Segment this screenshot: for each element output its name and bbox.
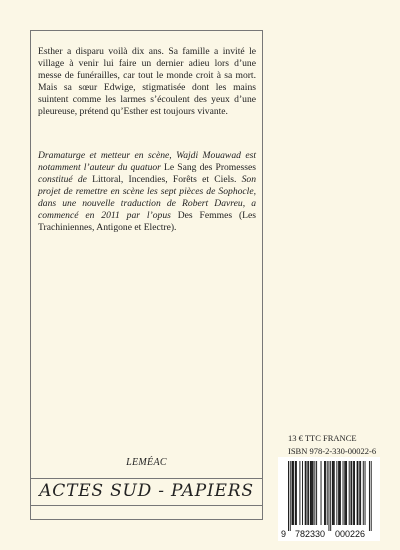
barcode-graphic — [278, 457, 380, 541]
barcode-bar — [321, 461, 322, 525]
back-cover-summary — [38, 46, 256, 118]
barcode-bar — [332, 461, 333, 525]
barcode-bar — [314, 461, 315, 525]
barcode-bar — [357, 461, 358, 525]
barcode-bar — [316, 461, 317, 525]
barcode-bar — [346, 461, 347, 525]
barcode-bar — [313, 461, 314, 525]
barcode-bar — [305, 461, 306, 525]
barcode-bar — [350, 461, 351, 525]
bio-project: Son projet de remettre en scène les sept pièces de Sophocle, dans une nouvelle traduction de Robert Davreu, a commencé en 2011 par l’opus — [38, 174, 257, 221]
barcode-bar — [307, 461, 308, 525]
barcode-bar — [358, 461, 359, 525]
barcode-right-digits: 000226 — [334, 529, 366, 539]
barcode-bar — [369, 461, 370, 531]
barcode-bar — [343, 461, 344, 525]
isbn-label: ISBN 978-2-330-00022-6 — [288, 446, 377, 456]
barcode-bar — [349, 461, 350, 525]
barcode-bar — [292, 461, 293, 525]
barcode-bar — [295, 461, 296, 525]
bio-work-title: Le Sang des Promesses — [160, 162, 256, 173]
publisher-name: LEMÉAC — [126, 457, 167, 468]
barcode-bar — [327, 461, 328, 525]
series-title: ACTES SUD - PAPIERS — [39, 481, 254, 501]
price-label: 13 € TTC FRANCE — [288, 433, 357, 443]
barcode-bar — [360, 461, 361, 525]
barcode-bar — [353, 461, 354, 525]
barcode-bar — [336, 461, 337, 525]
barcode-bars — [288, 461, 372, 531]
author-bio — [38, 150, 256, 234]
barcode-bar — [288, 461, 289, 531]
barcode-bar — [308, 461, 309, 525]
barcode-bar — [330, 461, 331, 531]
barcode-bar — [306, 461, 307, 525]
barcode-bar — [334, 461, 335, 525]
barcode — [278, 457, 380, 541]
barcode-bar — [310, 461, 311, 525]
barcode-bar — [311, 461, 312, 525]
author-bio-paragraph — [38, 150, 256, 234]
barcode-bar — [338, 461, 339, 525]
barcode-bar — [292, 461, 293, 525]
barcode-bar — [371, 461, 372, 531]
barcode-bar — [345, 461, 346, 525]
barcode-bar — [354, 461, 355, 525]
barcode-bar — [363, 461, 364, 525]
barcode-bar — [302, 461, 303, 525]
barcode-bar — [299, 461, 300, 525]
barcode-bar — [290, 461, 291, 531]
barcode-bar — [296, 461, 297, 525]
series-rule-bottom — [30, 505, 263, 506]
barcode-bar — [351, 461, 352, 525]
barcode-bar — [333, 461, 334, 525]
bio-opus-plays: (Les Trachiniennes, Antigone et Electre). — [38, 210, 256, 233]
barcode-bar — [359, 461, 360, 525]
barcode-bar — [293, 461, 294, 525]
barcode-bar — [339, 461, 340, 525]
barcode-bar — [340, 461, 341, 525]
barcode-bar — [365, 461, 366, 525]
barcode-left-digits: 782330 — [294, 529, 326, 539]
bio-connector: constitué de — [38, 174, 87, 185]
barcode-bar — [324, 461, 325, 525]
summary-text: Esther a disparu voilà dix ans. Sa famille a invité le village à venir lui faire un dernier adieu lors d’une messe de funérailles, car tout le monde croit à sa mort. Mais sa sœur Edwige, stigmatisée dont les mains suintent comme les larmes s’écoulent des yeux d’une pleureuse, prétend qu’Esther est toujours vivante. — [38, 46, 256, 117]
bio-intro: Dramaturge et metteur en scène, Wajdi Mouawad est notamment l’auteur du quatuor — [38, 150, 256, 173]
series-rule-top — [30, 478, 263, 479]
barcode-bar — [312, 461, 313, 525]
barcode-bar — [344, 461, 345, 525]
bio-opus-title: Des Femmes — [170, 210, 239, 221]
barcode-bar — [325, 461, 326, 525]
barcode-first-digit: 9 — [281, 529, 287, 539]
barcode-bar — [328, 461, 329, 531]
bio-work-list: Littoral, Incendies, Forêts et Ciels. — [86, 174, 237, 185]
